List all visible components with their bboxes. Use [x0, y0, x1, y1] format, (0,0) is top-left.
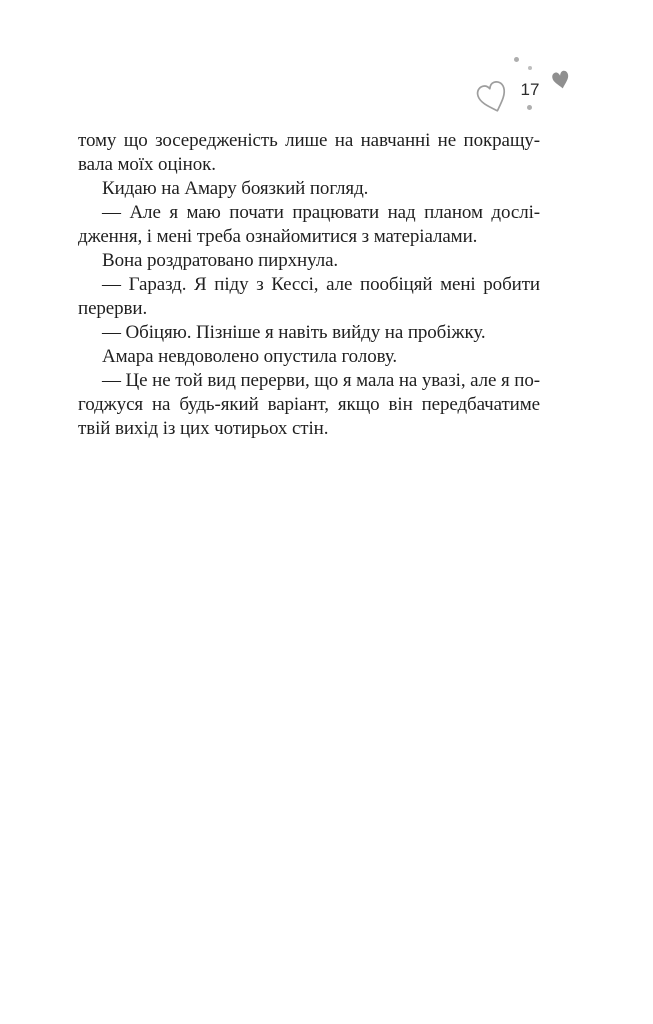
text-line: годжуся на будь-який варіант, якщо він передбачатиме	[78, 394, 540, 415]
outline-heart-icon	[471, 76, 514, 119]
decorative-dot	[527, 105, 532, 110]
text-line: — Обіцяю. Пізніше я навіть вийду на пробіжку.	[102, 322, 486, 343]
text-line: Амара невдоволено опустила голову.	[102, 346, 397, 367]
text-line: Вона роздратовано пирхнула.	[102, 250, 339, 271]
text-line: дження, і мені треба ознайомитися з матеріалами.	[78, 226, 478, 247]
filled-heart-icon	[549, 68, 573, 92]
text-line: тому що зосередженість лише на навчанні не покращу-	[78, 130, 540, 151]
text-line: — Це не той вид перерви, що я мала на увазі, але я по-	[102, 370, 540, 391]
page-header	[0, 0, 653, 130]
text-line: вала моїх оцінок.	[78, 154, 216, 175]
text-line: — Але я маю почати працювати над планом дослі-	[102, 202, 540, 223]
decorative-dot	[514, 57, 519, 62]
text-line: перерви.	[78, 298, 148, 319]
decorative-dot	[528, 66, 532, 70]
page-text	[78, 129, 540, 441]
text-line: твій вихід із цих чотирьох стін.	[78, 418, 329, 439]
text-line: — Гаразд. Я піду з Кессі, але пообіцяй мені робити	[102, 274, 540, 295]
page-number: 17	[520, 80, 540, 99]
text-line: Кидаю на Амару боязкий погляд.	[102, 178, 369, 199]
